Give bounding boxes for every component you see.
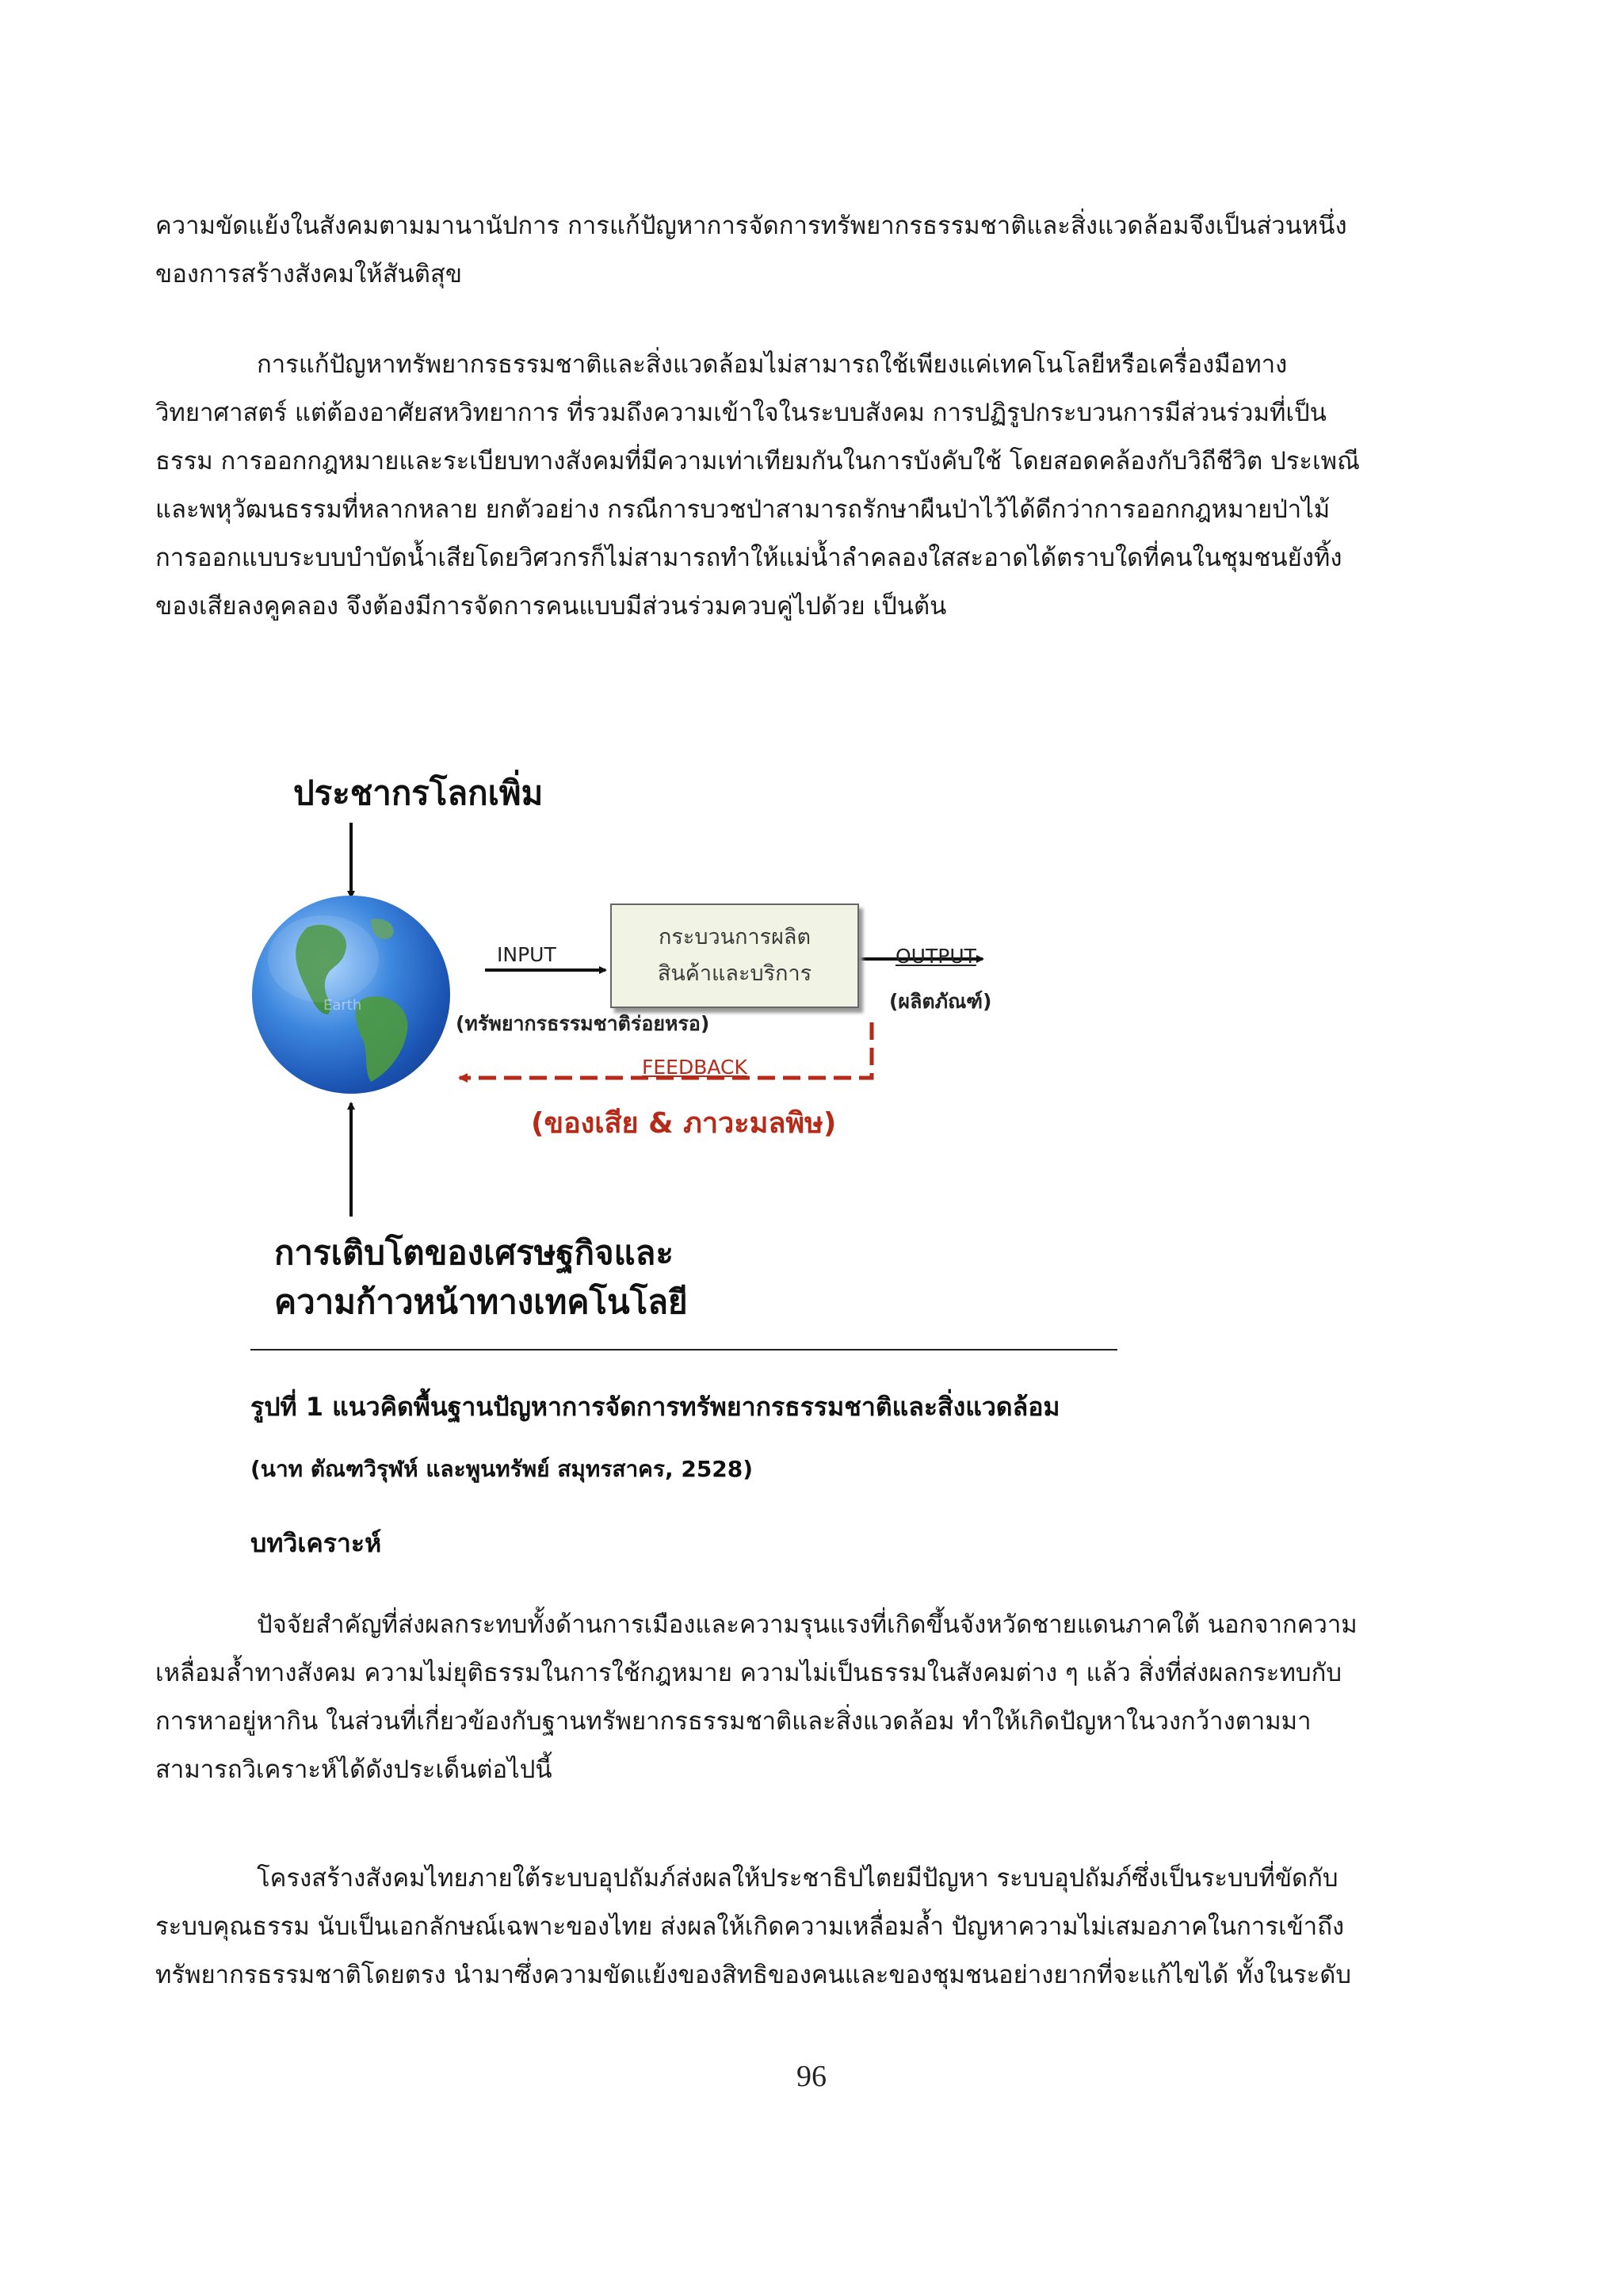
text-line: วิทยาศาสตร์ แต่ต้องอาศัยสหวิทยาการ ที่รวมถึงความเข้าใจในระบบสังคม การปฏิรูปกระบวนการมีส่วนร่วมที่เป็น <box>155 399 1327 427</box>
text-line: โครงสร้างสังคมไทยภายใต้ระบบอุปถัมภ์ส่งผลให้ประชาธิปไตยมีปัญหา ระบบอุปถัมภ์ซึ่งเป็นระบบที่ขัดกับ <box>257 1864 1338 1893</box>
feedback-label: FEEDBACK <box>642 1056 747 1079</box>
production-process-box <box>610 904 859 1008</box>
text-line: ของเสียลงคูคลอง จึงต้องมีการจัดการคนแบบมีส่วนร่วมควบคู่ไปด้วย เป็นต้น <box>155 592 947 621</box>
figure-caption: รูปที่ 1 แนวคิดพื้นฐานปัญหาการจัดการทรัพยากรธรรมชาติและสิ่งแวดล้อม <box>250 1392 1060 1422</box>
process-label-line1: กระบวนการผลิต <box>658 925 812 949</box>
text-line: ทรัพยากรธรรมชาติโดยตรง นำมาซึ่งความขัดแย้งของสิทธิของคนและของชุมชนอย่างยากที่จะแก้ไขได้ ทั้งในระดับ <box>155 1961 1352 1989</box>
input-label: INPUT <box>497 943 556 966</box>
text-line: ความขัดแย้งในสังคมตามมานานัปการ การแก้ปัญหาการจัดการทรัพยากรธรรมชาติและสิ่งแวดล้อมจึงเป็นส่วนหนึ่ง <box>155 212 1347 240</box>
section-heading: บทวิเคราะห์ <box>250 1528 382 1558</box>
text-line: การหาอยู่หากิน ในส่วนที่เกี่ยวข้องกับฐานทรัพยากรธรรมชาติและสิ่งแวดล้อม ทำให้เกิดปัญหาในวงกว้างตามมา <box>155 1707 1312 1736</box>
figure-divider <box>250 1349 1117 1350</box>
product-label: (ผลิตภัณฑ์) <box>889 990 992 1013</box>
text-line: การแก้ปัญหาทรัพยากรธรรมชาติและสิ่งแวดล้อมไม่สามารถใช้เพียงแค่เทคโนโลยีหรือเครื่องมือทาง <box>257 350 1288 379</box>
process-label-line2: สินค้าและบริการ <box>657 961 812 986</box>
text-line: ธรรม การออกกฎหมายและระเบียบทางสังคมที่มีความเท่าเทียมกันในการบังคับใช้ โดยสอดคล้องกับวิถีชีวิต ประเพณี <box>155 447 1360 476</box>
earth-globe <box>252 896 450 1094</box>
page-number: 96 <box>796 2060 827 2093</box>
population-label: ประชากรโลกเพิ่ม <box>293 774 544 812</box>
waste-pollution-label: (ของเสีย & ภาวะมลพิษ) <box>531 1107 837 1140</box>
paragraph-1 <box>155 202 1471 299</box>
text-line: ของการสร้างสังคมให้สันติสุข <box>155 260 463 288</box>
earth-watermark: Earth <box>323 997 362 1014</box>
text-line: เหลื่อมล้ำทางสังคม ความไม่ยุติธรรมในการใช้กฎหมาย ความไม่เป็นธรรมในสังคมต่าง ๆ แล้ว สิ่งที่ส่งผลกระทบกับ <box>155 1659 1342 1687</box>
economy-technology-label <box>274 1228 688 1327</box>
text-line: และพหุวัฒนธรรมที่หลากหลาย ยกตัวอย่าง กรณีการบวชป่าสามารถรักษาผืนป่าไว้ได้ดีกว่าการออกกฎหมายป่าไม้ <box>155 495 1331 524</box>
text-line: ปัจจัยสำคัญที่ส่งผลกระทบทั้งด้านการเมืองและความรุนแรงที่เกิดขึ้นจังหวัดชายแดนภาคใต้ นอกจากความ <box>257 1610 1358 1639</box>
figure-source: (นาท ตัณฑวิรุฬห์ และพูนทรัพย์ สมุทรสาคร, 2528) <box>250 1456 754 1482</box>
paragraph-4 <box>155 1855 1471 2000</box>
output-label: OUTPUT <box>896 945 976 968</box>
resource-depletion-label: (ทรัพยากรธรรมชาติร่อยหรอ) <box>456 1012 710 1035</box>
text-line: การออกแบบระบบบำบัดน้ำเสียโดยวิศวกรก็ไม่สามารถทำให้แม่น้ำลำคลองใสสะอาดได้ตราบใดที่คนในชุมชนยังทิ้ง <box>155 544 1342 572</box>
resource-flow-diagram <box>238 761 1125 1363</box>
paragraph-3 <box>155 1601 1471 1794</box>
paragraph-2 <box>155 341 1471 631</box>
economy-label-line1: การเติบโตของเศรษฐกิจและ <box>274 1233 674 1272</box>
text-line: สามารถวิเคราะห์ได้ดังประเด็นต่อไปนี้ <box>155 1755 552 1784</box>
economy-label-line2: ความก้าวหน้าทางเทคโนโลยี <box>274 1282 688 1321</box>
text-line: ระบบคุณธรรม นับเป็นเอกลักษณ์เฉพาะของไทย ส่งผลให้เกิดความเหลื่อมล้ำ ปัญหาความไม่เสมอภาคในการเข้าถึง <box>155 1912 1345 1941</box>
